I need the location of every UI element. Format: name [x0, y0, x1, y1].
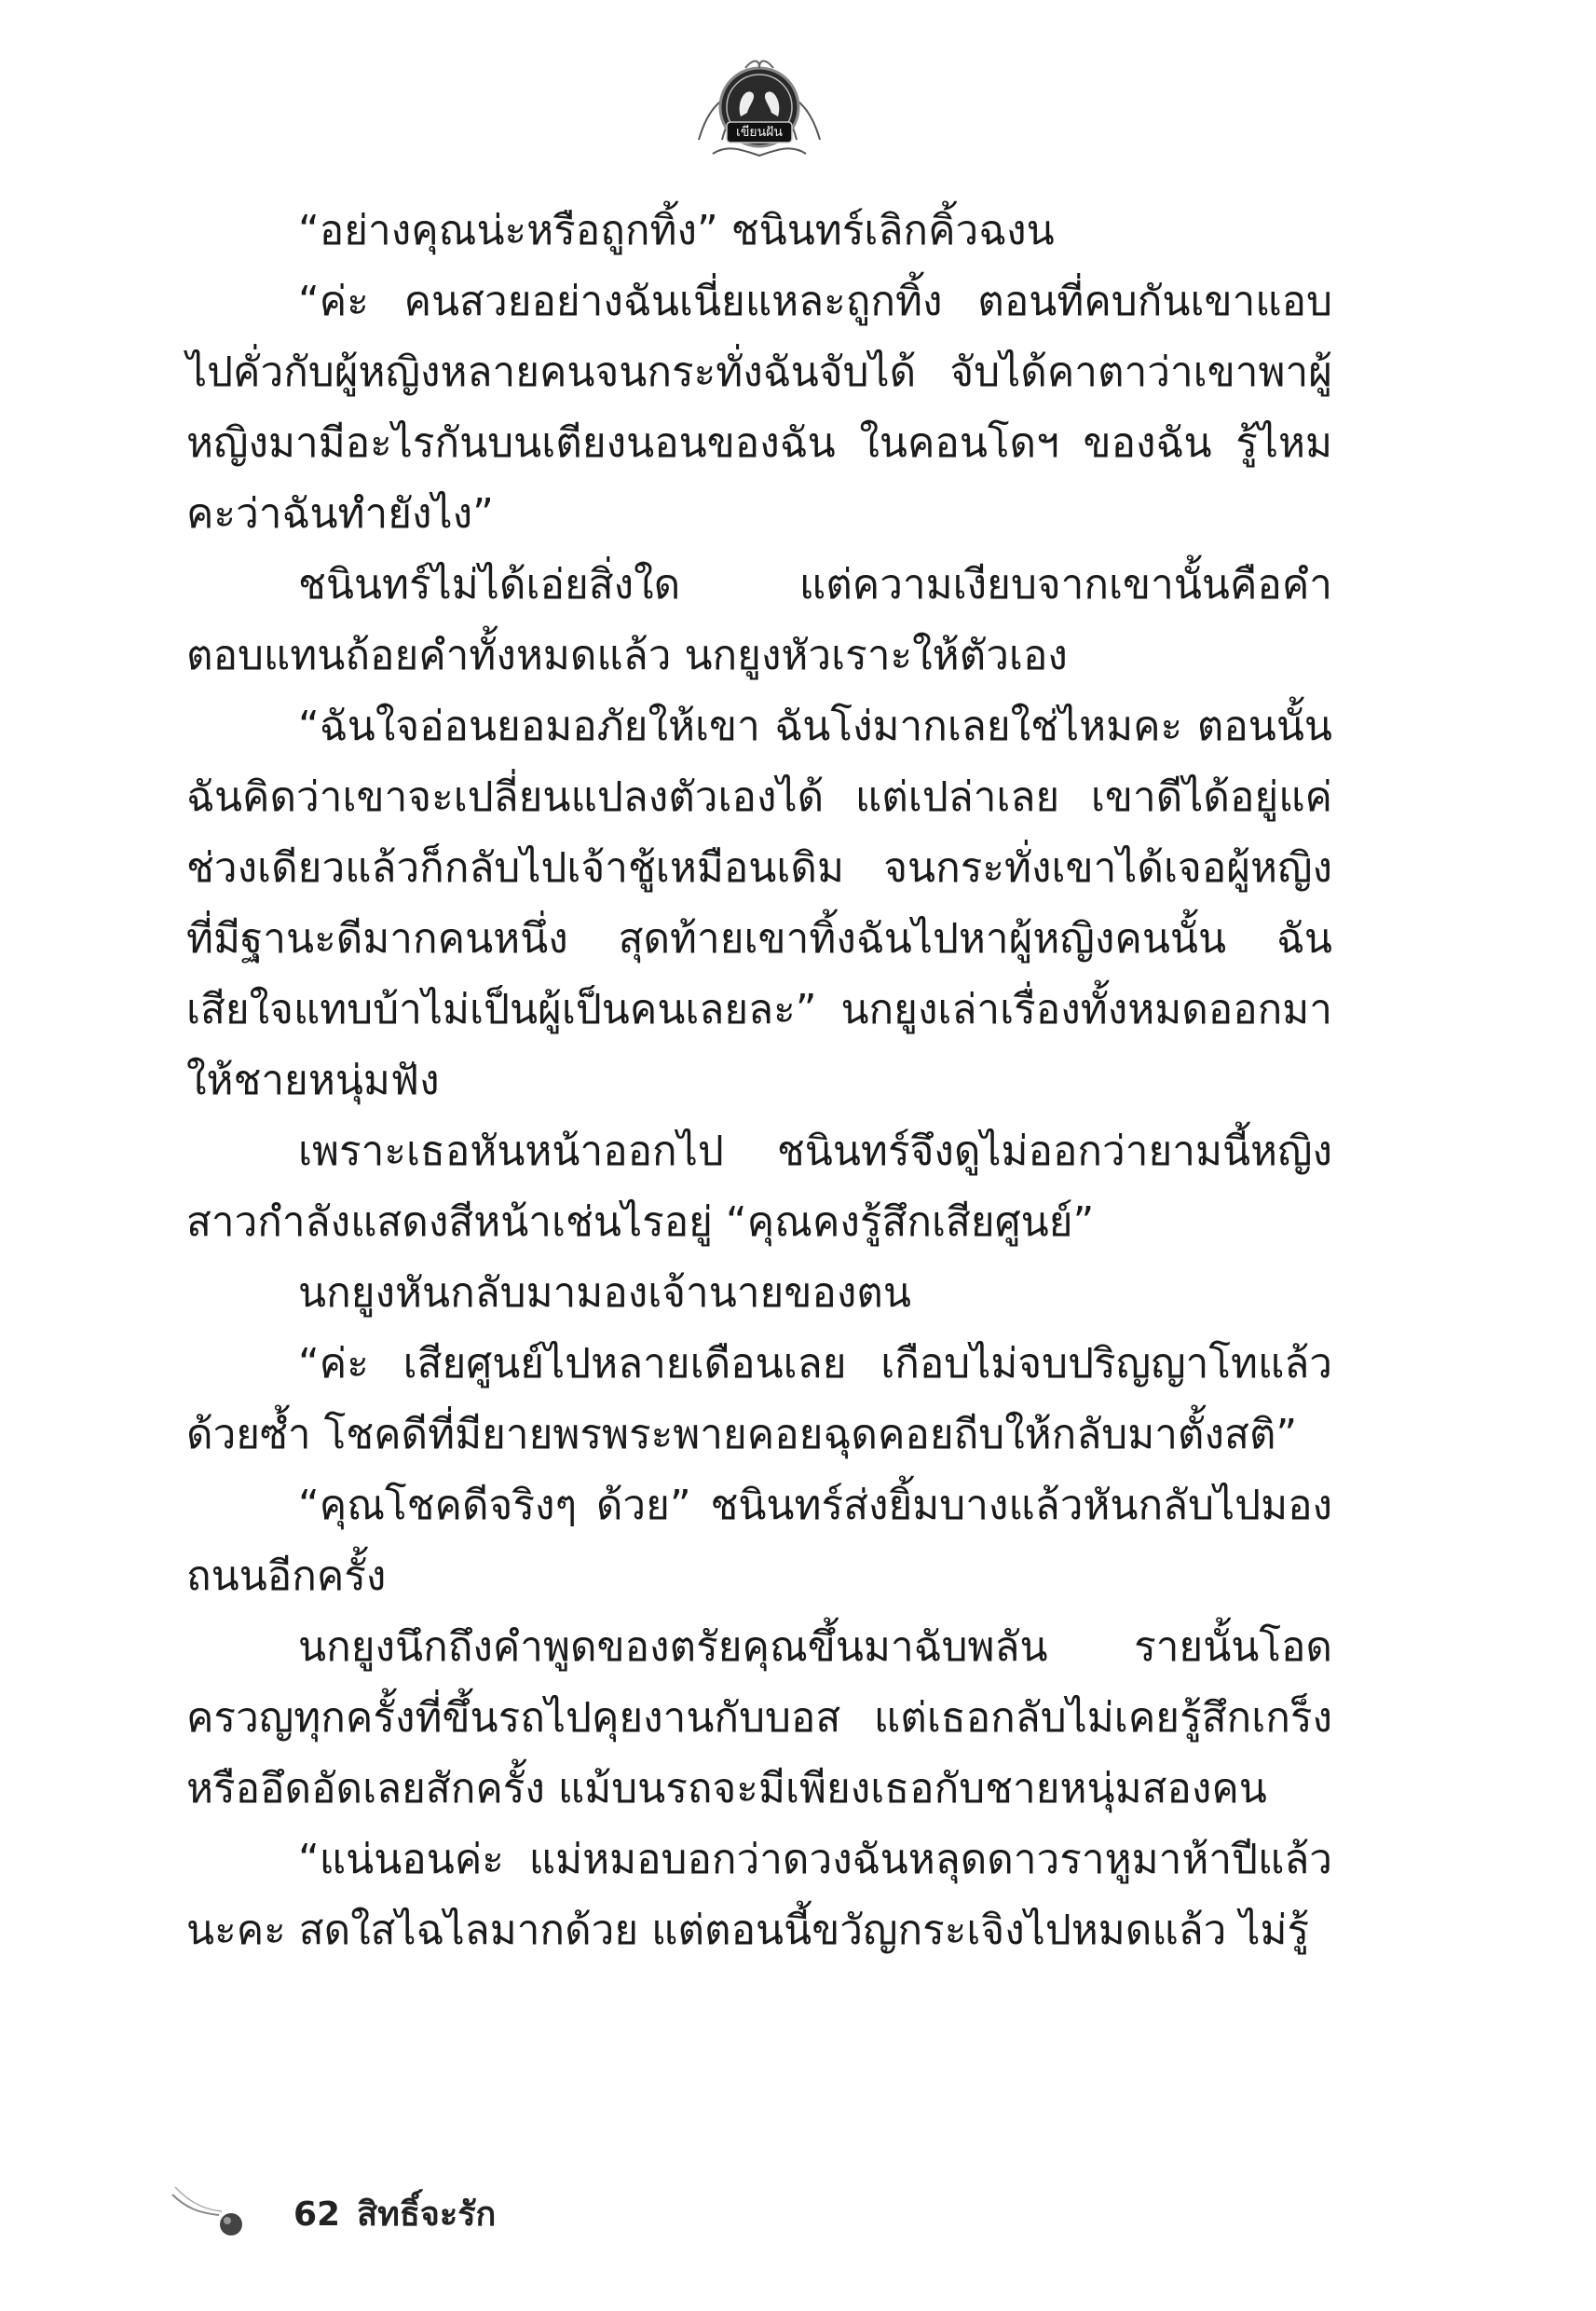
- paragraph: ชนินทร์ไม่ได้เอ่ยสิ่งใด แต่ความเงียบจากเขานั้นคือคำตอบแทนถ้อยคำทั้งหมดแล้ว นกยูงหัวเราะให้ตัวเอง: [186, 561, 1332, 679]
- footer-label: [293, 2187, 512, 2240]
- paragraph: “ค่ะ คนสวยอย่างฉันเนี่ยแหละถูกทิ้ง ตอนที่คบกันเขาแอบไปคั่วกับผู้หญิงหลายคนจนกระทั่งฉันจับได้ จับได้คาตาว่าเขาพาผู้หญิงมามีอะไรกันบนเตียงนอนของฉัน ในคอนโดฯ ของฉัน รู้ไหมคะว่าฉันทำยังไง”: [186, 278, 1332, 538]
- page-number: 62: [293, 2195, 341, 2234]
- paragraph: นกยูงหันกลับมามองเจ้านายของตน: [298, 1269, 911, 1317]
- page-body: [186, 196, 1332, 1966]
- paragraph: “คุณโชคดีจริงๆ ด้วย” ชนินทร์ส่งยิ้มบางแล้วหันกลับไปมองถนนอีกครั้ง: [186, 1482, 1332, 1600]
- paragraph: “แน่นอนค่ะ แม่หมอบอกว่าดวงฉันหลุดดาวราหูมาห้าปีแล้วนะคะ สดใสไฉไลมากด้วย แต่ตอนนี้ขวัญกระเจิงไปหมดแล้ว ไม่รู้: [186, 1836, 1332, 1954]
- ornament-icon: [168, 2167, 261, 2250]
- paragraph: “อย่างคุณน่ะหรือถูกทิ้ง” ชนินทร์เลิกคิ้วฉงน: [298, 207, 1055, 254]
- paragraph: “ค่ะ เสียศูนย์ไปหลายเดือนเลย เกือบไม่จบปริญญาโทแล้วด้วยซ้ำ โชคดีที่มียายพรพระพายคอยฉุดคอยถีบให้กลับมาตั้งสติ”: [186, 1340, 1332, 1458]
- page-footer: [168, 2167, 634, 2250]
- paragraph: “ฉันใจอ่อนยอมอภัยให้เขา ฉันโง่มากเลยใช่ไหมคะ ตอนนั้นฉันคิดว่าเขาจะเปลี่ยนแปลงตัวเองได้ แต่เปล่าเลย เขาดีได้อยู่แค่ช่วงเดียวแล้วก็กลับไปเจ้าชู้เหมือนเดิม จนกระทั่งเขาได้เจอผู้หญิงที่มีฐานะดีมากคนหนึ่ง สุดท้ายเขาทิ้งฉันไปหาผู้หญิงคนนั้น ฉันเสียใจแทบบ้าไม่เป็นผู้เป็นคนเลยละ” นกยูงเล่าเรื่องทั้งหมดออกมาให้ชายหนุ่มฟัง: [186, 703, 1332, 1104]
- book-title: สิทธิ์จะรัก: [357, 2195, 497, 2234]
- logo-emblem-icon: [689, 51, 829, 172]
- paragraph: นกยูงนึกถึงคำพูดของตรัยคุณขึ้นมาฉับพลัน รายนั้นโอดครวญทุกครั้งที่ขึ้นรถไปคุยงานกับบอส แต่เธอกลับไม่เคยรู้สึกเกร็งหรืออึดอัดเลยสักครั้ง แม้บนรถจะมีเพียงเธอกับชายหนุ่มสองคน: [186, 1623, 1332, 1812]
- publisher-logo: [689, 51, 829, 172]
- logo-text: เขียนฝัน: [736, 125, 783, 140]
- paragraph: เพราะเธอหันหน้าออกไป ชนินทร์จึงดูไม่ออกว่ายามนี้หญิงสาวกำลังแสดงสีหน้าเช่นไรอยู่ “คุณคงรู้สึกเสียศูนย์”: [186, 1128, 1332, 1246]
